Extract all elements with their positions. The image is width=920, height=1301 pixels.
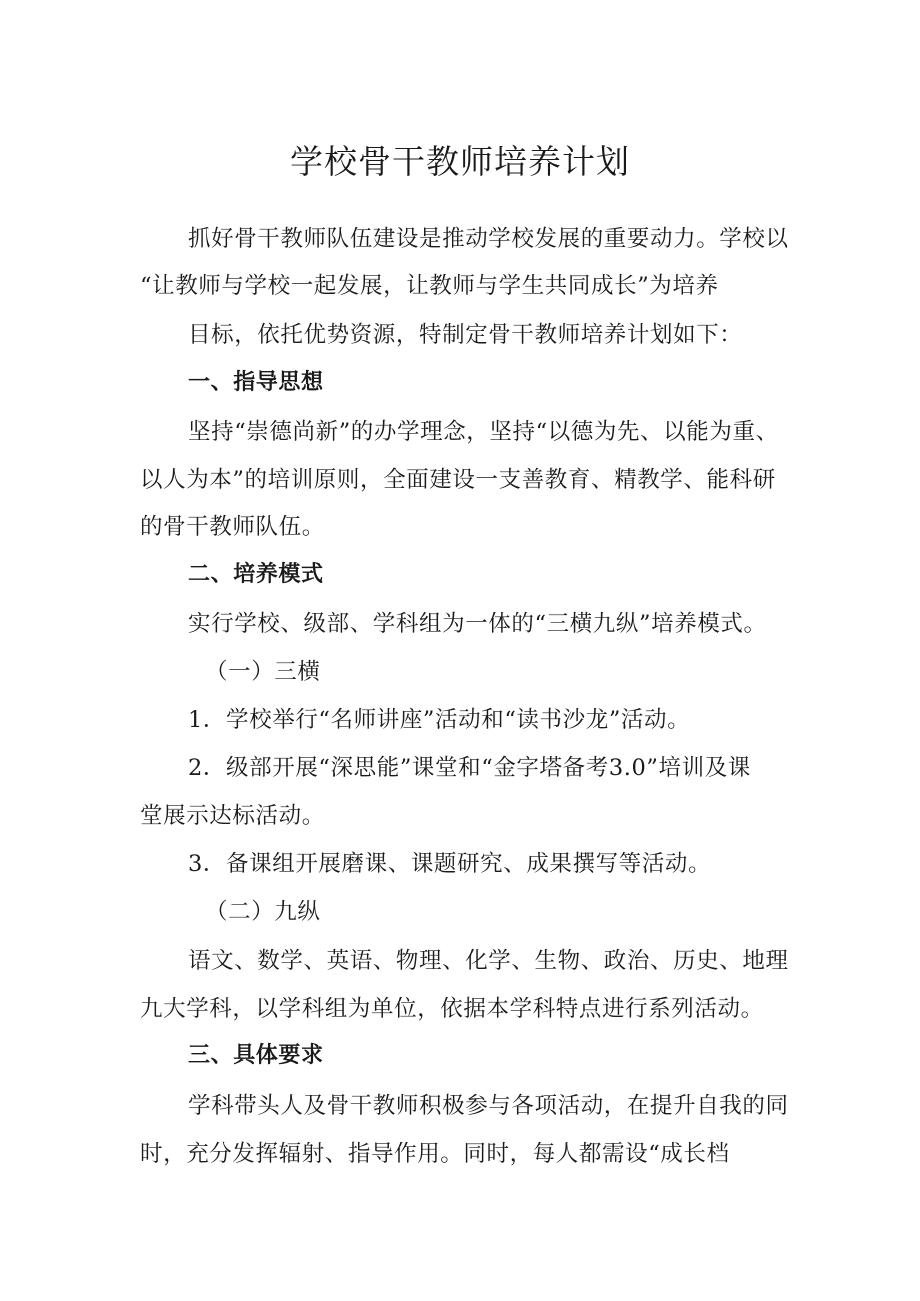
list-item-3: 3．备课组开展磨课、课题研究、成果撰写等活动。	[188, 851, 712, 877]
section1-line-1: 坚持“崇德尚新”的办学理念，坚持“以德为先、以能为重、	[188, 419, 779, 445]
intro-line-1: 抓好骨干教师队伍建设是推动学校发展的重要动力。学校以	[188, 226, 789, 252]
section1-line-3: 的骨干教师队伍。	[140, 514, 325, 540]
list-item-2-cont: 堂展示达标活动。	[140, 803, 325, 829]
section-heading-3: 三、具体要求	[188, 1043, 324, 1068]
document-title: 学校骨干教师培养计划	[290, 142, 630, 181]
section2-line-1: 实行学校、级部、学科组为一体的“三横九纵”培养模式。	[188, 611, 767, 637]
section3-line-1: 学科带头人及骨干教师积极参与各项活动，在提升自我的同	[188, 1093, 789, 1119]
list-item-1: 1．学校举行“名师讲座”活动和“读书沙龙”活动。	[188, 707, 691, 733]
intro-line-2: “让教师与学校一起发展，让教师与学生共同成长”为培养	[140, 273, 719, 299]
subheading-nine-vertical: （二）九纵	[205, 899, 321, 925]
section2-line-3: 九大学科，以学科组为单位，依据本学科特点进行系列活动。	[140, 996, 764, 1022]
section-heading-2: 二、培养模式	[188, 562, 324, 587]
section3-line-2: 时，充分发挥辐射、指导作用。同时，每人都需设“成长档	[140, 1141, 730, 1167]
section1-line-2: 以人为本”的培训原则，全面建设一支善教育、精教学、能科研	[140, 467, 776, 493]
subheading-three-horizontal: （一）三横	[205, 659, 321, 685]
section-heading-1: 一、指导思想	[188, 370, 324, 395]
list-item-2: 2．级部开展“深思能”课堂和“金字塔备考3.0”培训及课	[188, 755, 751, 781]
section2-line-2: 语文、数学、英语、物理、化学、生物、政治、历史、地理	[188, 948, 789, 974]
intro-line-3: 目标，依托优势资源，特制定骨干教师培养计划如下：	[188, 322, 743, 348]
